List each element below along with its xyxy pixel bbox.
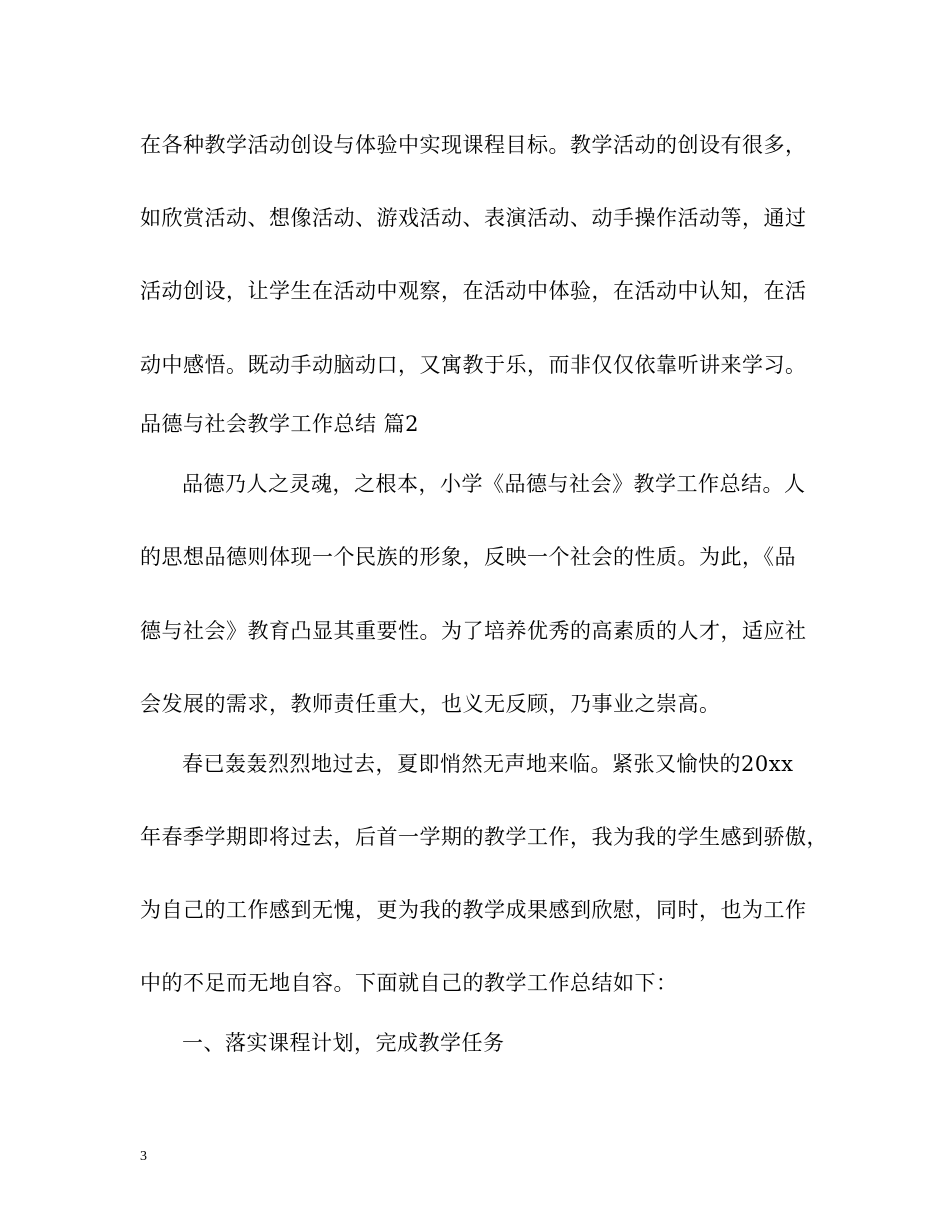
paragraph-line: 春已轰轰烈烈地过去，夏即悄然无声地来临。紧张又愉快的20xx — [182, 752, 794, 776]
page-number: 3 — [140, 1149, 147, 1164]
paragraph-line: 在各种教学活动创设与体验中实现课程目标。教学活动的创设有很多， — [140, 133, 807, 157]
paragraph-line: 品德乃人之灵魂，之根本，小学《品德与社会》教学工作总结。人 — [182, 472, 806, 496]
section-heading: 品德与社会教学工作总结 篇2 — [140, 412, 420, 436]
paragraph-line: 德与社会》教育凸显其重要性。为了培养优秀的高素质的人才，适应社 — [140, 619, 807, 643]
paragraph-line: 中的不足而无地自容。下面就自己的教学工作总结如下： — [140, 971, 678, 995]
paragraph-line: 的思想品德则体现一个民族的形象，反映一个社会的性质。为此，《品 — [140, 545, 796, 569]
paragraph-line: 动中感悟。既动手动脑动口，又寓教于乐，而非仅仅依靠听讲来学习。 — [140, 353, 807, 377]
subheading: 一、落实课程计划，完成教学任务 — [182, 1031, 505, 1055]
paragraph-line: 活动创设，让学生在活动中观察，在活动中体验，在活动中认知，在活 — [140, 279, 807, 303]
paragraph-line: 会发展的需求，教师责任重大，也义无反顾，乃事业之崇高。 — [140, 692, 721, 716]
paragraph-line: 年春季学期即将过去，后首一学期的教学工作，我为我的学生感到骄傲， — [140, 825, 828, 849]
paragraph-line: 为自己的工作感到无愧，更为我的教学成果感到欣慰，同时，也为工作 — [140, 898, 807, 922]
paragraph-line: 如欣赏活动、想像活动、游戏活动、表演活动、动手操作活动等，通过 — [140, 206, 807, 230]
